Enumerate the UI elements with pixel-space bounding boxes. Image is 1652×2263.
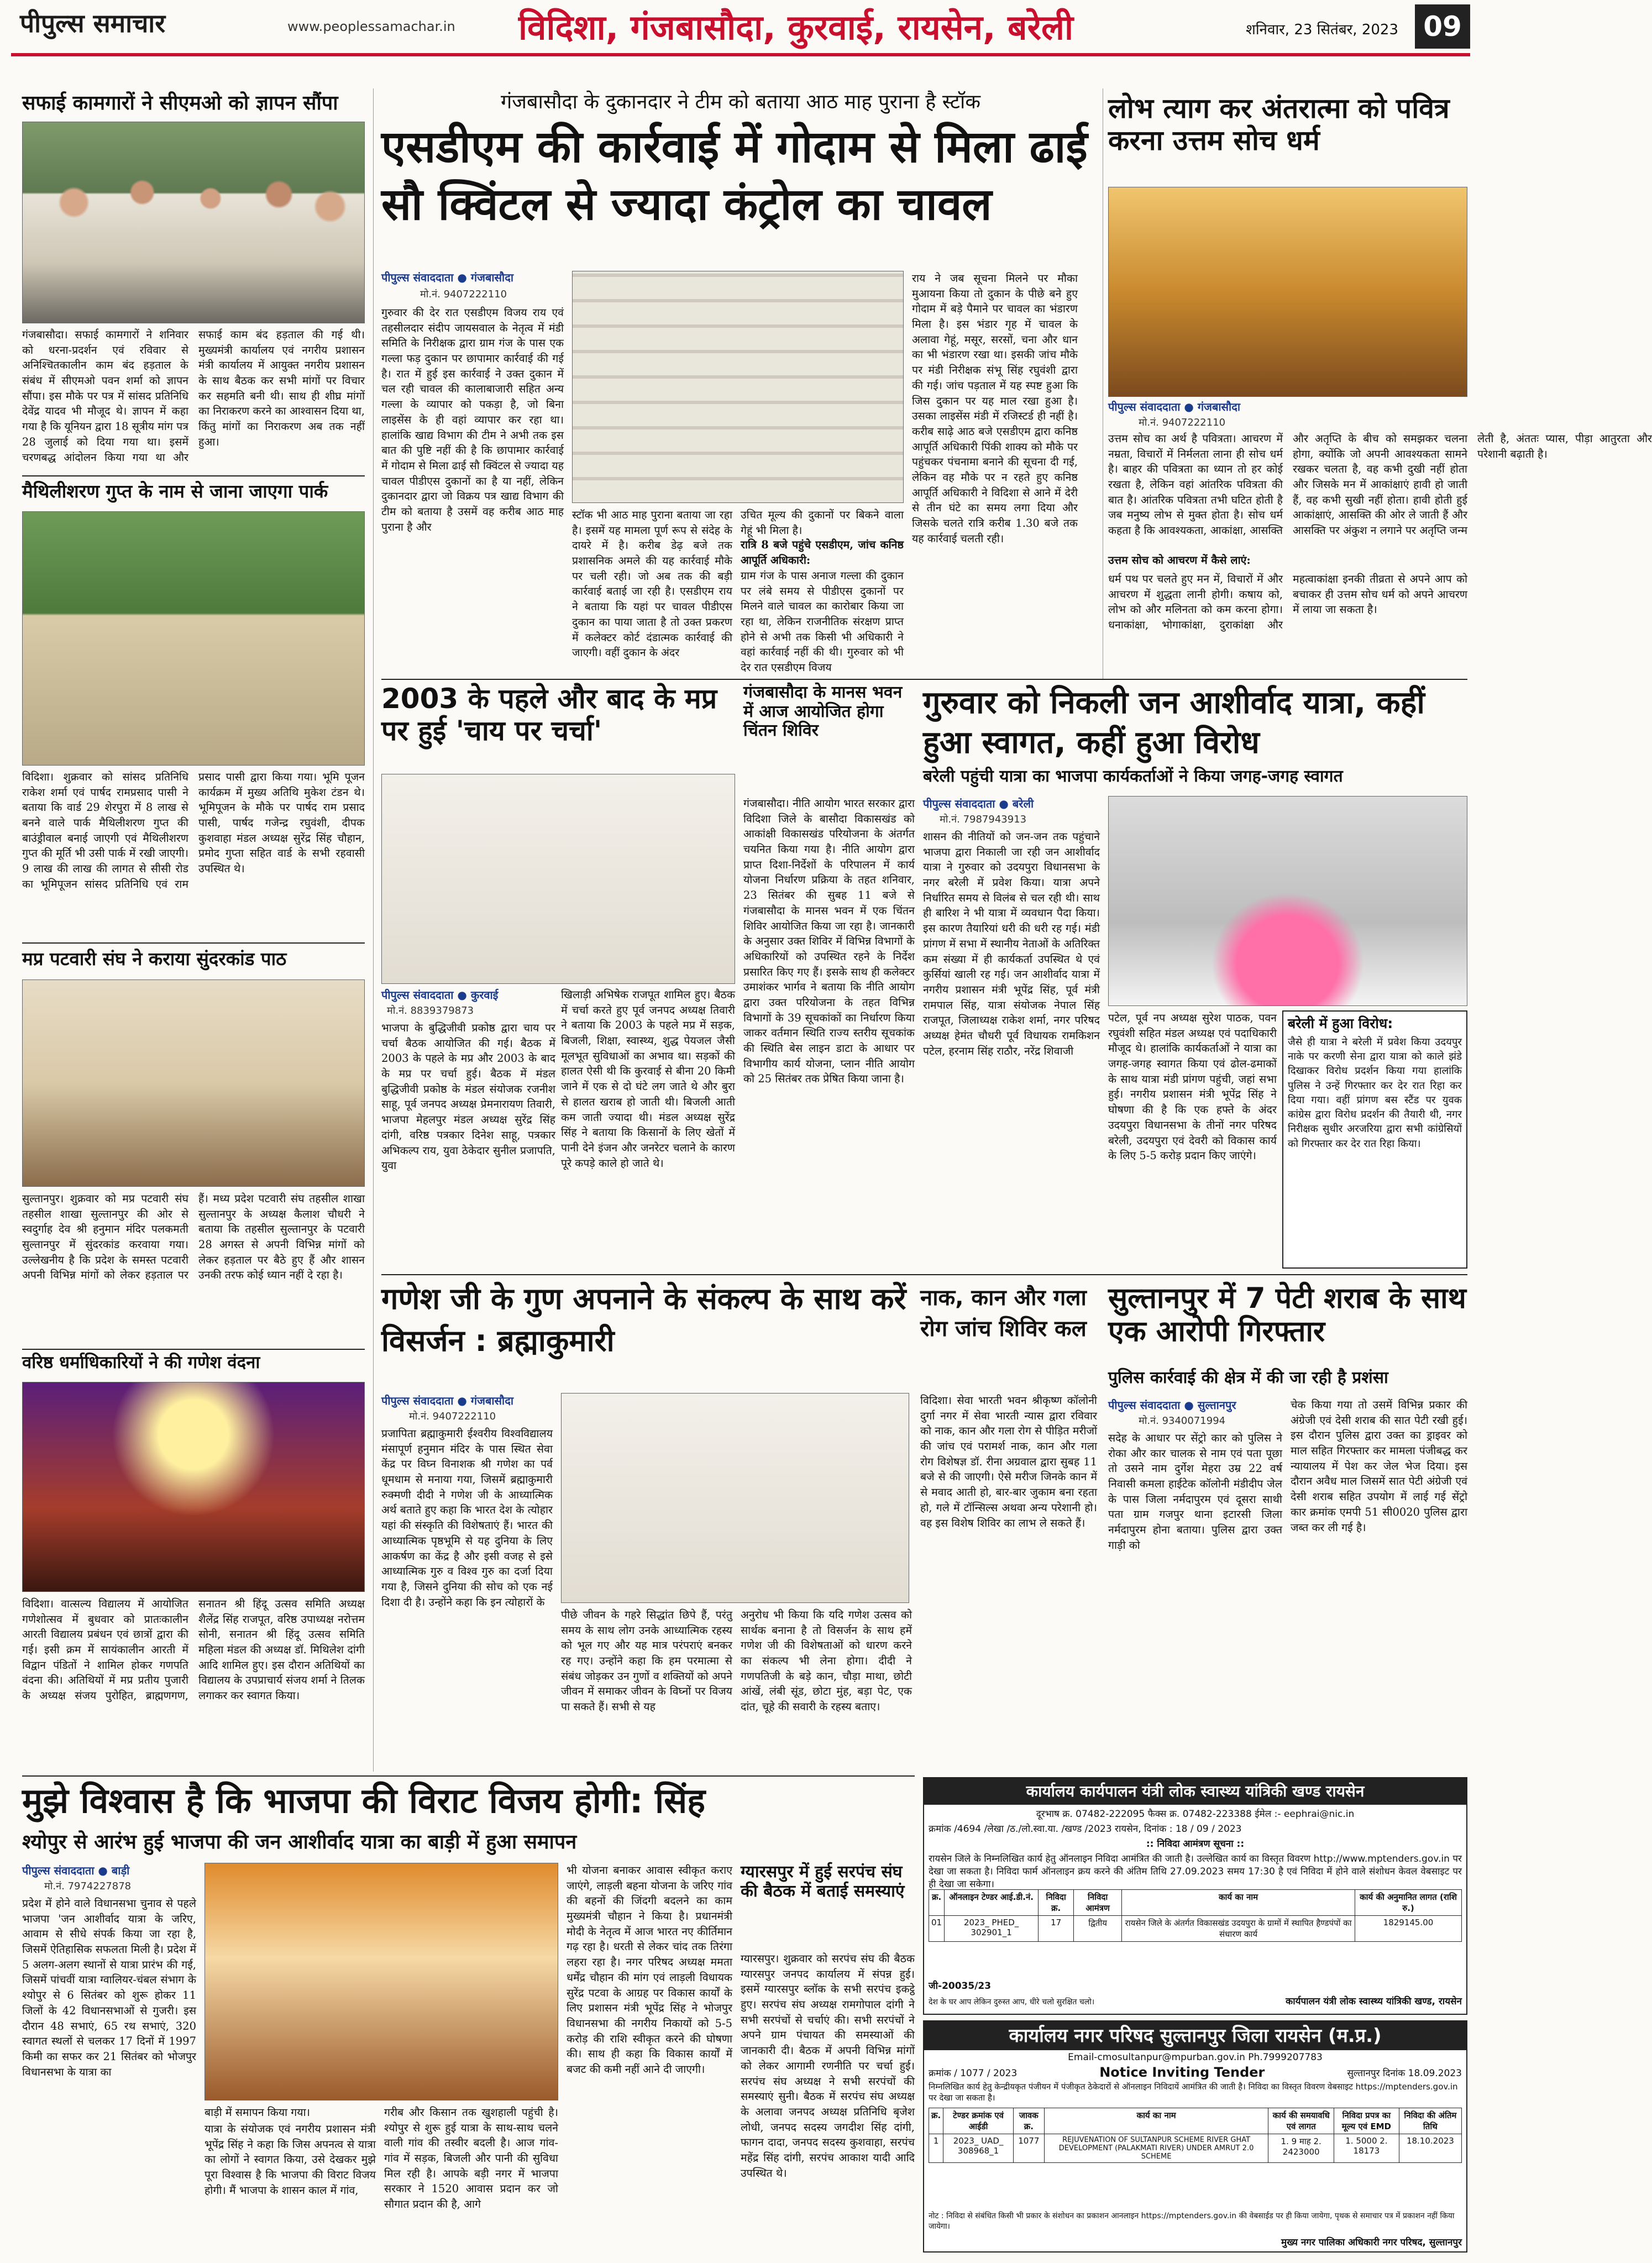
tender1-title: कार्यालय कार्यपालन यंत्री लोक स्वास्थ्य यांत्रिकी खण्ड रायसेन <box>924 1778 1466 1805</box>
body-sarpanch: ग्यारसपुर। शुक्रवार को सरपंच संघ की बैठक ग्यारसपुर जनपद कार्यालय में संपन्न हुई। इसमें ग्यारसपुर ब्लॉक के सभी सरपंच इकट्ठे हुए। सरपंच संघ अध्यक्ष रामगोपाल दांगी ने सभी सरपंचों से चर्चाएं की। सभी सरपंचों ने अपने ग्राम पंचायत की समस्याओं की जानकारी दी। बैठक में अपनी विभिन्न मांगों को लेकर आगामी रणनीति पर चर्चा हुई। सरपंच संघ अध्यक्ष ने सभी सरपंचों की समस्याएं सुनी। बैठक में सरपंच संघ अध्यक्ष के अलावा जनपद अध्यक्ष प्रतिनिधि बृजेश लोधी, जनपद सदस्य जगदीश सिंह दांगी, फागन दादा, जनपद सदस्य कुशवाहा, सरपंच महेंद्र सिंह दांगी, सरपंच आकाश यादी आदि उपस्थित थे। <box>741 1952 915 2180</box>
subhead-sdm: रात्रि 8 बजे पहुंचे एसडीएम, जांच कनिष्ठ आपूर्ति अधिकारी: <box>741 538 904 567</box>
tender1-td: 1829145.00 <box>1355 1916 1462 1942</box>
masthead-rule <box>11 53 1470 56</box>
tender2-ref: क्रमांक / 1077 / 2023 <box>929 2067 1018 2079</box>
headline-chintan: गंजबासौदा के मानस भवन में आज आयोजित होगा चिंतन शिविर <box>743 683 903 740</box>
tender2-th: कार्य का नाम <box>1044 2108 1268 2134</box>
body-sdm-col3-lead: उचित मूल्य की दुकानों पर बिकने वाला गेहूं भी मिला है। <box>741 509 904 537</box>
issue-date: शनिवार, 23 सितंबर, 2023 <box>1246 22 1398 38</box>
tender1-th: निविदा क्र. <box>1039 1890 1074 1916</box>
body-yatra-col2: पटेल, पूर्व नप अध्यक्ष सुरेश पाठक, पवन रघुवंशी सहित मंडल अध्यक्ष एवं पदाधिकारी मौजूद थे। हालांकि कार्यकर्ताओं ने यात्रा का जगह-जगह स्वागत किया एवं ढोल-ढमाकों के साथ यात्रा मंडी प्रांगण पहुंची, जहां सभा हुई। नगरीय प्रशासन मंत्री भूपेंद्र सिंह ने घोषणा की है कि एक हफ्ते के अंदर उदयपुरा विधानसभा के तीनों नगर परिषद बरेली, उदयपुरा एवं देवरी को विकास कार्य के लिए 5-5 करोड़ प्रदान किए जाएंगे। <box>1108 1012 1277 1162</box>
body-vijay-col4: भी योजना बनाकर आवास स्वीकृत कराए जाएंगे, लाड़ली बहना योजना के जरिए गांव की बहनों की जिंदगी बदलने का काम मुख्यमंत्री चौहान ने किया है। प्रधानमंत्री मोदी के नेतृत्व में आज भारत नए कीर्तिमान गढ़ रहा है। धरती से लेकर चांद तक तिरंगा लहरा रहा है। नगर परिषद अध्यक्ष ममता धर्मेंद्र चौहान की मांग एवं लाड़ली विधायक सुरेंद्र पटवा के आग्रह पर विकास कार्यों के लिए प्रशासन मंत्री भूपेंद्र सिंह ने भोजपुर विधानसभा की नगरीय निकायों को 5-5 करोड़ की राशि स्वीकृत करने की घोषणा की। साथ ही कहा कि विकास कार्यों में बजट की कमी नहीं आने दी जाएगी। <box>567 1864 732 2076</box>
tender1-ref-code: जी-20035/23 <box>929 1981 992 1992</box>
photo-rice-godown <box>572 271 904 503</box>
tender1-td: 01 <box>929 1916 945 1942</box>
headline-sdm: एसडीएम की कार्रवाई में गोदाम से मिला ढाई सौ क्विंटल से ज्यादा कंट्रोल का चावल <box>381 121 1088 230</box>
mobile-vijay: मो.नं. 7974227878 <box>44 1880 132 1892</box>
body-yatra-col1: शासन की नीतियों को जन-जन तक पहुंचाने भाजपा द्वारा निकाली जा रही जन आशीर्वाद यात्रा ने गुरुवार को उदयपुरा विधानसभा के नगर बरेली में प्रवेश किया। यात्रा अपने निर्धारित समय से विलंब से चल रही थी। साथ ही बारिश ने भी यात्रा में व्यवधान पैदा किया। इस कारण तैयारियां धरी की धरी रह गई। मंडी प्रांगण में सभा में स्थानीय नेताओं के अतिरिक्त कम संख्या में ही कार्यकर्ता उपस्थित थे एवं कुर्सियां खाली रह गई। जन आशीर्वाद यात्रा में नगरीय प्रशासन मंत्री भूपेंद्र सिंह, पूर्व मंत्री रामपाल सिंह, यात्रा संयोजक नेपाल सिंह राजपूत, जिलाध्यक्ष राकेश शर्मा, नगर परिषद अध्यक्ष हेमंत चौधरी पूर्व विधायक रामकिशन पटेल, हरनाम सिंह राठौर, नरेंद्र शिवाजी <box>923 830 1100 1057</box>
column-divider <box>373 88 374 1772</box>
tender2-td: 1077 <box>1013 2134 1044 2163</box>
photo-jain-ritual <box>1108 187 1467 397</box>
headline-vijay: मुझे विश्वास है कि भाजपा की विराट विजय होगी: सिंह <box>22 1780 706 1821</box>
body-sdm-col3: ग्राम गंज के पास अनाज गल्ला की दुकान पर लंबे समय से पीडीएस दुकानों पर मिलने वाले चावल का कारोबार किया जा रहा था, लेकिन राजनीतिक संरक्षण प्राप्त होने से अभी तक किसी भी अधिकारी ने वहां कार्रवाई नहीं की थी। गुरुवार को भी देर रात एसडीएम विजय <box>741 569 904 674</box>
body-sharab-col2: चेक किया गया तो उसमें विभिन्न प्रकार की अंग्रेजी एवं देसी शराब की सात पेटी रखी हुई। इस दौरान पुलिस द्वारा उक्त का ड्राइवर को माल सहित गिरफ्तार कर मामला पंजीबद्ध कर न्यायालय में पेश कर जेल भेज दिया। इस दौरान अवैध माल जिसमें सात पेटी अंग्रेजी एवं देसी शराब सहित उपयोग में लाई गई सेंट्रो कार क्रमांक एमपी 51 सी0020 पुलिस द्वारा जब्त कर ली गई है। <box>1291 1398 1467 1534</box>
tender1-td: 2023_ PHED_ 302901_1 <box>945 1916 1039 1942</box>
headline-brahma: गणेश जी के गुण अपनाने के संकल्प के साथ करें विसर्जन : ब्रह्माकुमारी <box>381 1281 906 1358</box>
photo-chai-meeting <box>381 774 735 984</box>
tender2-footer-note: नोट : निविदा से संबंधित किसी भी प्रकार के संशोधन का प्रकाशन आनलाइन https://mptenders.gov.in की वेबसाईड पर ही किया जायेगा, पृथक से समाचार पत्र में प्रकाशन नहीं किया जायेगा। <box>929 2212 1455 2231</box>
tender2-td: 1 <box>929 2134 943 2163</box>
body-brahma-col3: अनुरोध भी किया कि यदि गणेश उत्सव को सार्थक बनाना है तो विसर्जन के साथ हमें गणेश जी की विशेषताओं को धारण करने का संकल्प भी लेना होगा। दीदी ने गणपतिजी के बड़े कान, चौड़ा माथा, छोटी आंखें, लंबी सूंड, छोटा मुंह, बड़ा पेट, एक दांत, चूहे की सवारी के रहस्य बताए। <box>741 1609 912 1714</box>
body-sunderkand: सुल्तानपुर। शुक्रवार को मप्र पटवारी संघ तहसील शाखा सुल्तानपुर की ओर से स्वदुर्गाह देव श्री हनुमान मंदिर पलकमती सुल्तानपुर में सुंदरकांड करवाया गया। उल्लेखनीय है कि प्रदेश के समस्त पटवारी अपनी विभिन्न मांगों को लेकर हड़ताल पर हैं। मध्य प्रदेश पटवारी संघ तहसील शाखा सुल्तानपुर के अध्यक्ष कैलाश चौधरी ने बताया कि तहसील सुल्तानपुर के पटवारी 28 अगस्त से अपनी विभिन्न मांगों को लेकर हड़ताल पर बैठे हुए हैं और शासन उनकी तरफ कोई ध्यान नहीं दे रहा है। <box>22 1192 365 1282</box>
body-sdm-col4: राय ने जब सूचना मिलने पर मौका मुआयना किया तो दुकान के पीछे बने हुए गोदाम में बड़े पैमाने पर चावल का भंडारण मिला है। इस भंडार गृह में चावल के अलावा गेहूं, मसूर, सरसों, चना और धान का भी भंडारण रखा था। इसकी जांच मौके पर मंडी निरीक्षक संभू सिंह रघुवंशी द्वारा की गई। जांच पड़ताल में यह स्पष्ट हुआ कि जिस दुकान पर यह माल रखा हुआ है। उसका लाइसेंस मंडी में रजिस्टर्ड ही नहीं है। करीब साढ़े आठ बजे एसडीएम द्वारा कनिष्ठ आपूर्ति अधिकारी पिंकी शाक्य को मौके पर पहुंचकर पंचनामा बनाने की सूचना दी गई, लेकिन वह मौके पर न रहते हुए कनिष्ठ आपूर्ति अधिकारी ने विदिशा से आने में देरी से तीन घंटे का समय लगा दिया और जिसके चलते रात्रि करीब 1.30 बजे तक यह कार्रवाई चलती रही। <box>912 272 1078 545</box>
tender2-td: REJUVENATION OF SULTANPUR SCHEME RIVER GHAT DEVELOPMENT (PALAKMATI RIVER) UNDER AMRUT 2.0 SCHEME <box>1044 2134 1268 2163</box>
subhead-sharab: पुलिस कार्रवाई की क्षेत्र में की जा रही है प्रशंसा <box>1108 1368 1388 1387</box>
tender1-subtitle: :: निविदा आमंत्रण सूचना :: <box>1146 1838 1245 1850</box>
body-nak-kaan: विदिशा। सेवा भारती भवन श्रीकृष्ण कॉलोनी दुर्गा नगर में सेवा भारती न्यास द्वारा रविवार को नाक, कान और गला रोग से पीड़ित मरीजों की जांच एवं परामर्श नाक, कान और गला रोग विशेषज्ञ डॉ. रीना अग्रवाल द्वारा सुबह 11 बजे से की जाएगी। ऐसे मरीज जिनके कान में से मवाद आती हो, बार-बार जुकाम बना रहता हो, गले में टॉन्सिल्स अथवा अन्य परेशानी हो। वह इस विशेष शिविर का लाभ ले सकते हैं। <box>920 1394 1097 1529</box>
subhead-lobh: उत्तम सोच को आचरण में कैसे लाएं: <box>1108 554 1251 567</box>
mobile-lobh: मो.नं. 9407222110 <box>1139 417 1226 428</box>
photo-yatra-rally <box>1108 796 1467 1006</box>
body-sdm-col2: स्टॉक भी आठ माह पुराना बताया जा रहा है। इसमें यह मामला पूर्ण रूप से संदेह के दायरे में है। करीब डेढ़ बजे तक प्रशासनिक अमले की यह कार्रवाई मौके पर चली रही। जो अब तक की बड़ी कार्रवाई बताई जा रही है। एसडीएम राय ने बताया कि यहां पर चावल पीडीएस दुकान का पाया जाता है तो उक्त प्रकरण में कलेक्टर कोर्ट दंडात्मक कार्रवाई की जाएगी। वहीं दुकान के अंदर <box>572 509 732 659</box>
tender1-th: कार्य का नाम <box>1122 1890 1355 1916</box>
yatra-protest-box <box>1282 1010 1467 1269</box>
tender1-contact: दूरभाष क्र. 07482-222095 फैक्स क्र. 07482-223388 ईमेल :- eephrai@nic.in <box>1036 1809 1355 1820</box>
subhead-yatra: बरेली पहुंची यात्रा का भाजपा कार्यकर्ताओं ने किया जगह-जगह स्वागत <box>923 767 1343 786</box>
byline-brahma: पीपुल्स संवाददाता ● गंजबासौदा <box>381 1394 514 1407</box>
body-vijay-col1: प्रदेश में होने वाले विधानसभा चुनाव से पहले भाजपा 'जन आशीर्वाद यात्रा के जरिए, आवाम से सीधे संपर्क किया जा रहा है, जिसमें ऐतिहासिक सफलता मिली है। प्रदेश में 5 अलग-अलग स्थानों से यात्रा प्रारंभ की गई, जिसमें पांचवीं यात्रा ग्वालियर-चंबल संभाग के श्योपुर से 6 सितंबर को शुरू होकर 11 जिलों के 42 विधानसभाओं से गुजरी। इस दौरान 48 सभाएं, 65 रथ सभाएं, 320 स्वागत स्थलों से चलकर 17 दिनों में 1997 किमी का सफर कर 21 सितंबर को भोजपुर विधानसभा के यात्रा का <box>22 1897 196 2078</box>
headline-park: मैथिलीशरण गुप्त के नाम से जाना जाएगा पार्क <box>22 480 328 502</box>
tender1-notice: रायसेन जिले के निम्नलिखित कार्य हेतु ऑनलाइन निविदा आमंत्रित की जाती है। उल्लेखित कार्य का विस्तृत विवरण http://www.mptenders.gov.in पर देखा जा सकता है। निविदा फार्म ऑनलाइन क्रय करने की अंतिम तिथि 27.09.2023 समय 17:30 है एवं निविदा में होने वाले संशोधन केवल वेबसाइट पर ही देखा जा सकेगा। <box>929 1853 1462 1890</box>
section-cities-title: विदिशा, गंजबासौदा, कुरवाई, रायसेन, बरेली <box>518 7 1074 48</box>
tender2-th: क्र. <box>929 2108 943 2134</box>
body-ganesh-vandana: विदिशा। वात्सल्य विद्यालय में आयोजित गणेशोत्सव में बुधवार को प्रातःकालीन आरती विद्यालय प्रबंधन एवं छात्रों द्वारा की गई। इसी क्रम में सायंकालीन आरती में विद्वान पंडितों ने शामिल होकर गणपति वंदना की। अतिथियों में मप्र प्रतीय पुजारी के अध्यक्ष संजय पुरोहित, ब्राह्मणगण, सनातन श्री हिंदू उत्सव समिति अध्यक्ष शैलेंद्र सिंह राजपूत, वरिष्ठ उपाध्यक्ष नरोत्तम सोनी, सनातन श्री हिंदू उत्सव समिति महिला मंडल की अध्यक्ष डॉ. मिथिलेश दांगी आदि शामिल हुए। इस दौरान अतिथियों का विद्यालय के उपप्राचार्य संजय शर्मा ने तिलक लगाकर कर स्वागत किया। <box>22 1597 365 1703</box>
tender1-signature: कार्यपालन यंत्री लोक स्वास्थ्य यांत्रिकी खण्ड, रायसेन <box>1286 1996 1462 2007</box>
tender1-safety-note: देश के घर आप लेकिन दुरुस्त आप, धीरे चलो सुरक्षित चलो। <box>929 1998 1095 2007</box>
headline-lobh: लोभ त्याग कर अंतरात्मा को पवित्र करना उत्तम सोच धर्म <box>1108 92 1450 156</box>
body-chintan: गंजबासौदा। नीति आयोग भारत सरकार द्वारा विदिशा जिले के बासौदा विकासखंड को आकांक्षी विकासखंड परियोजना के अंतर्गत चयनित किया गया है। नीति आयोग द्वारा प्राप्त दिशा-निर्देशों के परिपालन में कार्य योजना निर्धारण प्रक्रिया के तहत शनिवार, 23 सितंबर की सुबह 11 बजे से गंजबासौदा के मानस भवन में एक चिंतन शिविर आयोजित किया जा रहा है। जानकारी के अनुसार उक्त शिविर में विभिन्न विभागों के अधिकारियों को उपस्थित रहने के निर्देश प्रसारित किए गए हैं। इसके साथ ही कलेक्टर उमाशंकर भार्गव ने बताया कि नीति आयोग द्वारा उक्त परियोजना के तहत विभिन्न विभागों के 39 सूचकांकों का निर्धारण किया जाकर वर्तमान स्थिति राज्य स्तरीय सूचकांक की स्थिति बेस लाइन डाटा के आधार पर विभागीय कार्य योजना, प्लान नीति आयोग को 25 सितंबर तक प्रेषित किया जाना है। <box>743 797 915 1086</box>
tender2-th: निविदा प्रपत्र का मूल्य एवं EMD <box>1334 2108 1399 2134</box>
tender2-heading: Notice Inviting Tender <box>1099 2065 1265 2080</box>
headline-sunderkand: मप्र पटवारी संघ ने कराया सुंदरकांड पाठ <box>22 948 287 970</box>
body-lobh-2: धर्म पथ पर चलते हुए मन में, विचारों में और आचरण में शुद्धता लानी होगी। कषाय को, लोभ को और मलिनता को कम करना होगा। धनाकांक्षा, भोगाकांक्षा, दुराकांक्षा और महत्वाकांक्षा इनकी तीव्रता से अपने आप को बचाकर ही उत्तम सोच धर्म को अपने आचरण में लाया जा सकता है। <box>1108 573 1467 632</box>
tender2-td: 1. 9 माह 2. 2423000 <box>1268 2134 1334 2163</box>
tender2-td: 18.10.2023 <box>1399 2134 1461 2163</box>
newspaper-logo: पीपुल्स समाचार <box>20 8 166 38</box>
tender1-ref: क्रमांक /4694 /लेखा /ठ./लो.स्वा.या. /खण्ड /2023 रायसेन, दिनांक : 18 / 09 / 2023 <box>929 1824 1242 1835</box>
photo-brahmakumari <box>561 1393 909 1603</box>
body-vijay-col3: गरीब और किसान तक खुशहाली पहुंची है। श्योपुर से शुरू हुई यात्रा के साथ-साथ चलने वाली गांव की तस्वीर बदली है। आज गांव- गांव में सड़क, बिजली और पानी की सुविधा मिल रही है। आपके बड़ी नगर में भाजपा सरकार ने 1520 आवास प्रदान कर जो सौगात प्रदान की है, आगे <box>384 2106 558 2211</box>
tender2-th: टेण्डर क्रमांक एवं आईडी <box>943 2108 1014 2134</box>
tender2-title: कार्यालय नगर परिषद सुल्तानपुर जिला रायसेन (म.प्र.) <box>924 2021 1466 2050</box>
divider <box>22 1775 915 1777</box>
tender2-notice: निम्नलिखित कार्य हेतु केन्द्रीयकृत पंजीयन में पंजीकृत ठेकेदारों से ऑनलाइन निविदायें आमंत्रित की जाती है। निविदा का विस्तृत विवरण वेबसाइट https://mptenders.gov.in पर देखा जा सकता है। <box>929 2082 1458 2103</box>
body-vijay-col2-lead: बाड़ी में समापन किया गया। <box>204 2106 311 2119</box>
byline-sharab: पीपुल्स संवाददाता ● सुल्तानपुर <box>1108 1398 1236 1412</box>
photo-safai-protest <box>22 122 365 323</box>
headline-sarpanch: ग्यारसपुर में हुई सरपंच संघ की बैठक में बताई समस्याएं <box>741 1862 905 1901</box>
body-sharab-col1: सदेह के आधार पर सेंट्रो कार को पुलिस ने रोका और कार चालक से नाम एवं पता पूछा तो उसने नाम दुर्गेश मेहरा उम्र 22 वर्ष निवासी कमला हाईटेक कॉलोनी मंडीदीप जेल के पास जिला नर्मदापुरम एवं दूसरा साथी पता ग्राम गजपुर थाना इटारसी जिला नर्मदापुरम होना बताया। पुलिस द्वारा उक्त गाड़ी को <box>1108 1432 1282 1552</box>
mobile-sharab: मो.नं. 9340071994 <box>1139 1415 1226 1427</box>
tender1-td: रायसेन जिले के अंतर्गत विकासखंड उदयपुरा के ग्रामों में स्थापित हैण्डपंपों का संधारण कार्य <box>1122 1916 1355 1942</box>
tender2-date: सुल्तानपुर दिनांक 18.09.2023 <box>1347 2067 1462 2079</box>
body-safai: गंजबासौदा। सफाई कामगारों ने शनिवार को धरना-प्रदर्शन एवं रविवार से अनिश्चितकालीन काम बंद हड़ताल के संबंध में सीएमओ पवन शर्मा को ज्ञापन सौंपा। इस मौके पर पत्र में सांसद प्रतिनिधि देवेंद्र यादव भी मौजूद थे। ज्ञापन में कहा गया है कि यूनियन द्वारा 18 सूत्रीय मांग पत्र 28 जुलाई को दिया गया था। इसमें चरणबद्ध आंदोलन किया गया था और सफाई काम बंद हड़ताल की गई थी। मुख्यमंत्री कार्यालय एवं नगरीय प्रशासन मंत्री कार्यालय में आयुक्त नगरीय प्रशासन के साथ बैठक कर सभी मांगों पर विचार कर सहमति बनी थी। साथ ही शीघ्र मांगों का निराकरण करने का आश्वासन दिया था, किंतु मांगों का निराकरण अब तक नहीं हुआ। <box>22 328 365 464</box>
divider <box>22 1349 365 1350</box>
body-park: विदिशा। शुक्रवार को सांसद प्रतिनिधि राकेश शर्मा एवं पार्षद रामप्रसाद पासी ने बताया कि वार्ड 29 शेरपुरा में 8 लाख से बनने वाले पार्क मैथिलीशरण गुप्त की बाउंड्रीवाल बनाई जाएगी एवं मैथिलीशरण गुप्त की मूर्ति भी उसी पार्क में रखी जाएगी। 9 लाख की लाख की लागत से सीसी रोड का भूमिपूजन सांसद प्रतिनिधि एवं राम प्रसाद पासी द्वारा किया गया। भूमि पूजन कार्यक्रम में मुख्य अतिथि मुकेश टंडन थे। भूमिपूजन के मौके पर पार्षद राम प्रसाद पासी, पार्षद गजेन्द्र रघुवंशी, दीपक कुशवाहा मंडल अध्यक्ष सुरेंद्र सिंह चौहान, प्रमोद गुप्ता सहित वार्ड के सभी रहवासी उपस्थित थे। <box>22 771 365 890</box>
mobile-chai: मो.नं. 8839379873 <box>387 1005 474 1017</box>
body-chai-col1: भाजपा के बुद्धिजीवी प्रकोष्ठ द्वारा चाय पर चर्चा बैठक आयोजित की गई। बैठक में 2003 के पहले के मप्र और 2003 के बाद के मप्र पर चर्चा हुई। बैठक में मंडल बुद्धिजीवी प्रकोष्ठ के मंडल संयोजक रजनीश साहू, पूर्व जनपद अध्यक्ष प्रेमनारायण तिवारी, भाजपा मेहलपुर मंडल अध्यक्ष सुरेंद्र सिंह दांगी, वरिष्ठ पत्रकार दिनेश साहू, पत्रकार अभिकल्प राय, युवा ठेकेदार सुनील प्रजापति, युवा <box>381 1022 555 1172</box>
headline-safai: सफाई कामगारों ने सीएमओ को ज्ञापन सौंपा <box>22 92 338 114</box>
tender1-th: निविदा आमंत्रण <box>1074 1890 1122 1916</box>
tender-notice-phed <box>923 1777 1467 2015</box>
mobile-brahma: मो.नं. 9407222110 <box>409 1411 496 1422</box>
body-sdm-col1: गुरुवार की देर रात एसडीएम विजय राय एवं तहसीलदार संदीप जायसवाल के नेतृत्व में मंडी समिति के निरीक्षक द्वारा ग्राम गंज के पास एक गल्ला फड़ दुकान पर छापामार कार्रवाई की गई है। रात में हुई इस कार्रवाई ने उक्त दुकान में चल रही चावल की कालाबाजारी सहित अन्य गल्ला के व्यापार को पकड़ा है, जो बिना लाइसेंस के ही वहां व्यापार कर रहा था। हालांकि खाद्य विभाग की टीम ने अभी तक इस बात की पुष्टि नहीं की है कि छापामार कार्रवाई में गोदाम से मिला ढाई सौ क्विंटल से ज्यादा यह चावल पीडीएस दुकानों का है या नहीं, लेकिन दुकानदार द्वारा जो विक्रय पत्र खाद्य विभाग की टीम को बताया है उसमें वह करीब आठ माह पुराना है और <box>381 306 564 533</box>
tender2-contact: Email-cmosultanpur@mpurban.gov.in Ph.7999207783 <box>1068 2052 1323 2063</box>
kicker-sdm: गंजबासौदा के दुकानदार ने टीम को बताया आठ माह पुराना है स्टॉक <box>501 91 980 113</box>
tender2-signature: मुख्य नगर पालिका अधिकारी नगर परिषद, सुल्तानपुर <box>1281 2237 1462 2248</box>
photo-sunderkand <box>22 979 365 1187</box>
body-brahma-col1: प्रजापिता ब्रह्माकुमारी ईश्वरीय विश्वविद्यालय मंसापूर्ण हनुमान मंदिर के पास स्थित सेवा केंद्र पर विघ्न विनाशक श्री गणेश का पर्व धूमधाम से मनाया गया, जिसमें ब्रह्माकुमारी रुक्मणी दीदी ने गणेश जी के आध्यात्मिक अर्थ बताते हुए कहा कि भारत देश के त्योहार यहां की संस्कृति की विशेषताएं हैं। भारत की आध्यात्मिक पृष्ठभूमि से यह दुनिया के लिए आकर्षण का केंद्र है और इसी वजह से इसे आध्यात्मिक गुरु व विश्व गुरु का दर्जा दिया गया है, जिसने दुनिया की सोच को एक नई दिशा दी है। उन्होंने कहा कि इन त्योहारों के <box>381 1427 553 1609</box>
byline-sdm: पीपुल्स संवाददाता ● गंजबासौदा <box>381 271 514 284</box>
tender2-th: कार्य की समयावधि एवं लागत <box>1268 2108 1334 2134</box>
tender2-th: जावक क्र. <box>1013 2108 1044 2134</box>
photo-bjp-stage <box>204 1863 558 2100</box>
tender2-td: 2023_ UAD_ 308968_1 <box>943 2134 1014 2163</box>
body-brahma-col2: पीछे जीवन के गहरे सिद्धांत छिपे हैं, परंतु समय के साथ लोग उनके आध्यात्मिक रहस्य को भूल गए और यह मात्र परंपराएं बनकर रह गए। उन्होंने कहा कि हम परमात्मा से संबंध जोड़कर उन गुणों व शक्तियों को अपने जीवन में समाकर जीवन के विघ्नों पर विजय पा सकते हैं। सभी से यह <box>561 1609 732 1714</box>
tender1-td: द्वितीय <box>1074 1916 1122 1942</box>
body-vijay-col2: यात्रा के संयोजक एवं नगरीय प्रशासन मंत्री भूपेंद्र सिंह ने कहा कि जिस अपनत्व से यात्रा का लोगों ने स्वागत किया, उसे देखकर मुझे पूरा विश्वास है कि भाजपा की विराट विजय होगी। मैं भाजपा के शासन काल में गांव, <box>204 2123 376 2197</box>
divider <box>381 679 1467 680</box>
protest-box-body: जैसे ही यात्रा ने बरेली में प्रवेश किया उदयपुर नाके पर करणी सेना द्वारा यात्रा को काले झंडे दिखाकर विरोध प्रदर्शन किया गया हालांकि पुलिस ने उन्हें गिरफ्तार कर देर रात रिहा कर दिया गया। वहीं प्रांगण बस स्टैंड पर युवक कांग्रेस द्वारा विरोध प्रदर्शन की तैयारी थी, नगर निरीक्षक सुधीर अरजरिया द्वारा सभी कांग्रेसियों को गिरफ्तार कर देर रात रिहा किया। <box>1288 1036 1462 1150</box>
byline-lobh: पीपुल्स संवाददाता ● गंजबासौदा <box>1108 400 1241 413</box>
table-row <box>929 1916 1462 1942</box>
divider <box>22 475 365 476</box>
byline-vijay: पीपुल्स संवाददाता ● बाड़ी <box>22 1864 130 1877</box>
headline-ganesh-vandana: वरिष्ठ धर्माधिकारियों ने की गणेश वंदना <box>22 1353 260 1373</box>
tender2-th: निविदा की अंतिम तिथि <box>1399 2108 1461 2134</box>
tender-notice-nagar-parishad <box>923 2020 1467 2252</box>
mobile-sdm: मो.नं. 9407222110 <box>420 289 507 300</box>
tender2-table <box>929 2108 1462 2163</box>
subhead-vijay: श्योपुर से आरंभ हुई भाजपा की जन आशीर्वाद यात्रा का बाड़ी में हुआ समापन <box>22 1831 577 1853</box>
body-chai-col2: खिलाड़ी अभिषेक राजपूत शामिल हुए। बैठक में चर्चा करते हुए पूर्व जनपद अध्यक्ष तिवारी ने बताया कि 2003 के पहले मप्र में सड़क, बिजली, शिक्षा, स्वास्थ्य, शुद्ध पेयजल जैसी मूलभूत सुविधाओं का अभाव था। सड़कों की हालत ऐसी थी कि कुरवाई से बीना 20 किमी जाने में एक से दो घंटे लग जाते थे और बुरा से हालत खराब हो जाती थी। बिजली आती कम जाती ज्यादा थी। मंडल अध्यक्ष सुरेंद्र सिंह ने बताया कि किसानों के लिए खेतों में पानी देने इंजन और जनरेटर चलाने के कारण पूरे कपड़े काले हो जाते थे। <box>561 988 735 1170</box>
tender1-th: क्र. <box>929 1890 945 1916</box>
byline-chai: पीपुल्स संवाददाता ● कुरवाई <box>381 988 499 1002</box>
divider <box>22 942 365 944</box>
table-row <box>929 2134 1462 2163</box>
headline-chai: 2003 के पहले और बाद के मप्र पर हुई 'चाय पर चर्चा' <box>381 683 717 747</box>
tender2-td: 1. 5000 2. 18173 <box>1334 2134 1399 2163</box>
website-url[interactable]: www.peoplessamachar.in <box>287 19 455 34</box>
photo-park-bhoomipujan <box>22 511 365 766</box>
mobile-yatra: मो.नं. 7987943913 <box>940 814 1027 825</box>
body-lobh: उत्तम सोच का अर्थ है पवित्रता। आचरण में नम्रता, विचारों में निर्मलता लाना ही सोच धर्म है। बाहर की पवित्रता का ध्यान तो हर कोई रखता है, लेकिन वहां आंतरिक पवित्रता की बात है। आंतरिक पवित्रता तभी घटित होती है जब मनुष्य लोभ से मुक्त होता है। सोच धर्म कहता है कि आवश्यकता, आकांक्षा, आसक्ति और अतृप्ति के बीच को समझकर चलना होगा, क्योंकि जो अपनी आवश्यकता सामने रखकर चलता है, वह कभी दुखी नहीं होता और जिसके मन में आकांक्षाएं हावी हो जाती हैं, वह कभी सुखी नहीं होता। हावी होती हुई आकांक्षाएं, आसक्ति की ओर ले जाती हैं और आसक्ति पर अंकुश न लगाने पर अतृप्ति जन्म लेती है, अंततः प्यास, पीड़ा आतुरता और परेशानी बढ़ाती है। <box>1108 432 1652 537</box>
tender1-td: 17 <box>1039 1916 1074 1942</box>
photo-dance-performance <box>22 1382 365 1592</box>
byline-yatra: पीपुल्स संवाददाता ● बरेली <box>923 797 1034 810</box>
headline-yatra: गुरुवार को निकली जन आशीर्वाद यात्रा, कहीं हुआ स्वागत, कहीं हुआ विरोध <box>923 685 1425 761</box>
tender1-th: कार्य की अनुमानित लागत (राशि रु.) <box>1355 1890 1462 1916</box>
divider <box>381 1274 1467 1275</box>
page-number: 09 <box>1415 4 1470 49</box>
headline-nak-kaan: नाक, कान और गला रोग जांच शिविर कल <box>920 1285 1087 1342</box>
tender1-table <box>929 1889 1462 1942</box>
protest-box-title: बरेली में हुआ विरोध: <box>1288 1015 1393 1031</box>
tender1-th: ऑनलाइन टेण्डर आई.डी.नं. <box>945 1890 1039 1916</box>
headline-sharab: सुल्तानपुर में 7 पेटी शराब के साथ एक आरोपी गिरफ्तार <box>1108 1282 1466 1348</box>
